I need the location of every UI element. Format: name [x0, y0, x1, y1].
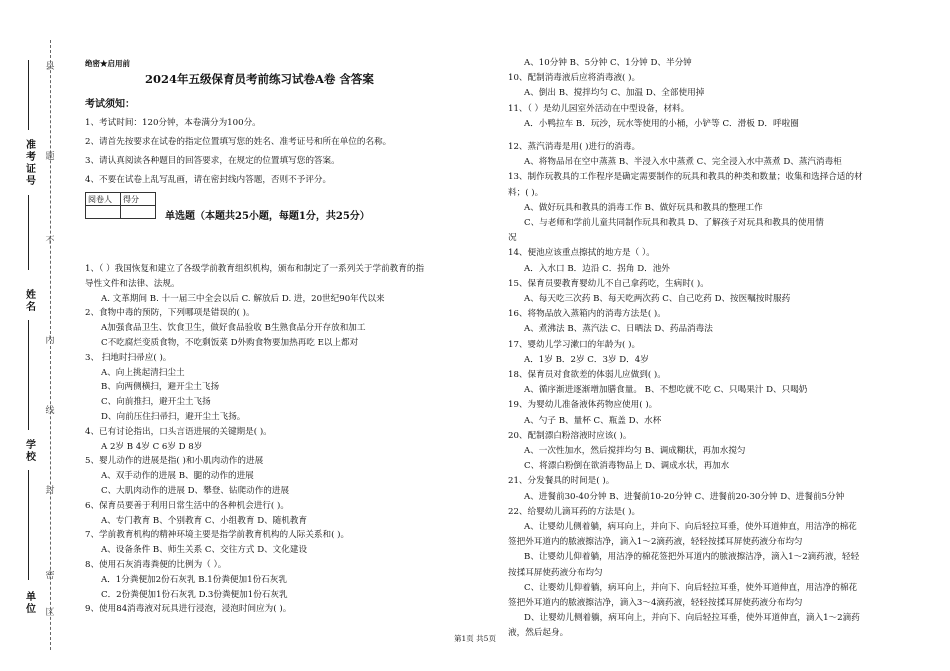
page-footer: 第1页 共5页 — [454, 634, 496, 643]
section-title: 单选题（本题共25小题，每题1分，共25分） — [165, 211, 370, 222]
question-line: 17、婴幼儿学习漱口的年龄为( )。 — [508, 339, 641, 350]
question-line: 14、便池应该重点擦拭的地方是（ ）。 — [508, 248, 655, 259]
grader-cell[interactable] — [86, 206, 121, 219]
question-line: A、一次性加水，然后搅拌均匀 B、调成糊状，再加水搅匀 — [524, 446, 746, 456]
question-line: 液，然后起身。 — [508, 628, 569, 639]
question-line: 2、食物中毒的预防，下列哪项是错误的( )。 — [85, 308, 255, 319]
question-line: 签把外耳道内的脓液擦洁净，滴入1～2滴药液，轻轻按揉耳屏使药液分布均匀 — [508, 537, 803, 548]
question-line: C、向前推扫，避开尘土飞扬 — [101, 397, 211, 408]
fill-line — [28, 470, 29, 580]
question-line: A．1岁 B．2岁 C．3岁 D．4岁 — [524, 354, 649, 365]
exam-id-label: 准考证号 — [26, 140, 36, 187]
question-line: 8、使用石灰消毒粪便的比例为（ ）。 — [85, 560, 227, 570]
question-line: C、将漂白粉倒在欲消毒物品上 D、调成水状，再加水 — [524, 461, 730, 472]
notice-item: 4、不要在试卷上乱写乱画，请在密封线内答题，否则不予评分。 — [85, 175, 332, 185]
question-line: 22、给婴幼儿滴耳药的方法是( )。 — [508, 506, 641, 517]
question-line: 6、保育员要善于利用日常生活中的各种机会进行( )。 — [85, 500, 289, 511]
question-line: 13、制作玩教具的工作程序是确定需要制作的玩具和教具的种类和数量；收集和选择合适的材 — [508, 172, 863, 183]
question-line: A、做好玩具和教具的消毒工作 B、做好玩具和教具的整理工作 — [524, 202, 763, 213]
seal-char: 区 — [45, 608, 55, 618]
question-line: A 2岁 B 4岁 C 6岁 D 8岁 — [101, 441, 203, 452]
question-line: 15、保育员要教育婴幼儿不自己拿药吃，生病时( )。 — [508, 278, 709, 289]
question-line: C．2份粪便加1份石灰乳 D.3份粪便加1份石灰乳 — [101, 589, 288, 600]
question-line: A、每天吃三次药 B、每天吃两次药 C、自己吃药 D、按医嘱按时服药 — [524, 294, 791, 304]
binding-gutter — [0, 0, 80, 671]
question-line: 导性文件和法律、法规。 — [85, 278, 180, 289]
question-line: 11、（ ）是幼儿园室外活动在中型设备，材料。 — [508, 103, 690, 114]
question-line: B、向两侧横扫，避开尘土飞扬 — [101, 382, 220, 393]
notice-title: 考试须知： — [85, 99, 135, 110]
question-line: A．1分粪便加2份石灰乳 B.1份粪便加1份石灰乳 — [101, 574, 287, 585]
question-line: A、设备条件 B、师生关系 C、交往方式 D、文化建设 — [101, 545, 308, 556]
grader-label: 阅卷人 — [86, 193, 121, 206]
notice-item: 2、请首先按要求在试卷的指定位置填写您的姓名、准考证号和所在单位的名称。 — [85, 137, 392, 147]
question-line: 况 — [508, 233, 517, 244]
notice-item: 3、请认真阅读各种题目的回答要求，在规定的位置填写您的答案。 — [85, 156, 340, 166]
question-line: A、勺子 B、量杯 C、瓶盖 D、水杯 — [524, 415, 662, 426]
score-cell[interactable] — [121, 206, 156, 219]
page-title: 2024年五级保育员考前练习试卷A卷 含答案 — [145, 72, 374, 86]
fill-line — [28, 60, 29, 130]
question-line: A、循序渐进逐渐增加膳食量。 B、不想吃就不吃 C、只喝果汁 D、只喝奶 — [524, 385, 808, 396]
seal-char: 内 — [45, 336, 55, 346]
school-label: 学校 — [26, 440, 36, 463]
secret-mark: 绝密★启用前 — [85, 59, 130, 68]
unit-label: 单位 — [26, 592, 36, 615]
question-line: A、进餐前30-40分钟 B、进餐前10-20分钟 C、进餐前20-30分钟 D、进餐前5分钟 — [524, 491, 845, 502]
question-line: A、煮沸法 B、蒸汽法 C、日晒法 D、药品消毒法 — [524, 324, 713, 335]
seal-char: 题 — [45, 152, 55, 162]
seal-char: 封 — [45, 486, 55, 496]
question-line: 5、婴儿动作的进展是指( )和小肌肉动作的进展 — [85, 456, 264, 467]
question-line: A．小鸭拉车 B．玩沙，玩水等使用的小桶，小铲等 C．滑板 D．呼啦圈 — [524, 118, 799, 129]
name-label: 姓名 — [26, 290, 36, 313]
question-line: 签把外耳道内的脓液擦洁净，滴入3～4滴药液，轻轻按揉耳屏使药液分布均匀 — [508, 598, 803, 608]
fill-line — [28, 195, 29, 270]
question-line: 按揉耳屏使药液分布均匀 — [508, 567, 603, 578]
question-line: 9、使用84消毒液对玩具进行浸泡，浸泡时间应为( )。 — [85, 604, 292, 615]
question-line: A．入水口 B．边沿 C．拐角 D．池外 — [524, 263, 670, 274]
question-line: A、10分钟 B、5分钟 C、1分钟 D、半分钟 — [524, 58, 692, 68]
question-line: 料；( )。 — [508, 187, 544, 198]
question-line: 7、学前教育机构的精神环境主要是指学前教育机构的人际关系和( )。 — [85, 530, 350, 541]
question-line: 20、配制漂白粉溶液时应该( )。 — [508, 430, 632, 441]
question-line: 12、蒸汽消毒是用( )进行的消毒。 — [508, 142, 641, 152]
question-line: 19、为婴幼儿准备液体药物应使用( )。 — [508, 400, 658, 411]
question-line: C、大肌肉动作的进展 D、攀登、钻爬动作的进展 — [101, 486, 290, 496]
score-label: 得分 — [121, 193, 156, 206]
question-line: 1、（ ）我国恢复和建立了各级学前教育组织机构，颁布和制定了一系列关于学前教育的指 — [85, 264, 425, 274]
question-line: 4、已有讨论指出，口头言语进展的关键期是( )。 — [85, 426, 272, 437]
question-line: D、让婴幼儿侧着躺，病耳向上，并向下、向后轻拉耳垂，使外耳道伸直，滴入1～2滴药 — [524, 613, 860, 624]
question-line: A、将物品吊在空中蒸蒸 B、半浸入水中蒸煮 C、完全浸入水中蒸煮 D、蒸汽消毒柜 — [524, 157, 842, 168]
question-line: A、向上挑起清扫尘土 — [101, 367, 185, 378]
question-line: 21、分发餐具的时间是( )。 — [508, 476, 615, 487]
seal-char: 线 — [45, 406, 55, 416]
question-line: D、向前压住扫帚扫，避开尘土飞扬。 — [101, 412, 246, 422]
seal-char: 密 — [45, 571, 55, 581]
question-line: 3、 扫地时扫帚应( )。 — [85, 352, 172, 363]
question-line: A、专门教育 B、个别教育 C、小组教育 D、随机教育 — [101, 515, 308, 526]
question-line: C、与老师和学前儿童共同制作玩具和教具 D、了解孩子对玩具和教具的使用情 — [524, 218, 824, 228]
question-line: 16、将物品放入蒸箱内的消毒方法是( )。 — [508, 309, 666, 320]
question-line: A. 文革期间 B. 十一届三中全会以后 C. 解放后 D. 进，20世纪90年代以来 — [101, 293, 385, 304]
question-line: A、让婴幼儿侧着躺，病耳向上，并向下、向后轻拉耳垂，使外耳道伸直，用洁净的棉花 — [524, 522, 857, 532]
question-line: B、让婴幼儿仰着躺，用洁净的棉花签把外耳道内的脓液擦洁净，滴入1～2滴药液，轻轻 — [524, 552, 860, 563]
question-line: A、双手动作的进展 B、腿的动作的进展 — [101, 471, 254, 482]
question-line: A、倒出 B、搅拌均匀 C、加温 D、全部使用掉 — [524, 88, 705, 99]
question-line: C、让婴幼儿仰着躺，病耳向上，并向下、向后轻拉耳垂，使外耳道伸直，用洁净的棉花 — [524, 582, 858, 593]
question-line: 18、保育员对食欲差的体弱儿应做到( )。 — [508, 370, 666, 380]
score-table — [85, 192, 156, 219]
seal-char: 县 — [45, 62, 55, 72]
seal-char: 不 — [45, 236, 55, 246]
question-line: C不吃腐烂变质食物，不吃剩饭菜 D外购食物要加热再吃 E以上都对 — [101, 338, 359, 348]
fill-line — [28, 320, 29, 430]
question-line: 10、配制消毒液后应将消毒液( )。 — [508, 73, 641, 84]
question-line: A加强食品卫生、饮食卫生，做好食品验收 B生熟食品分开存放和加工 — [101, 323, 366, 334]
notice-item: 1、考试时间：120分钟，本卷满分为100分。 — [85, 118, 261, 128]
